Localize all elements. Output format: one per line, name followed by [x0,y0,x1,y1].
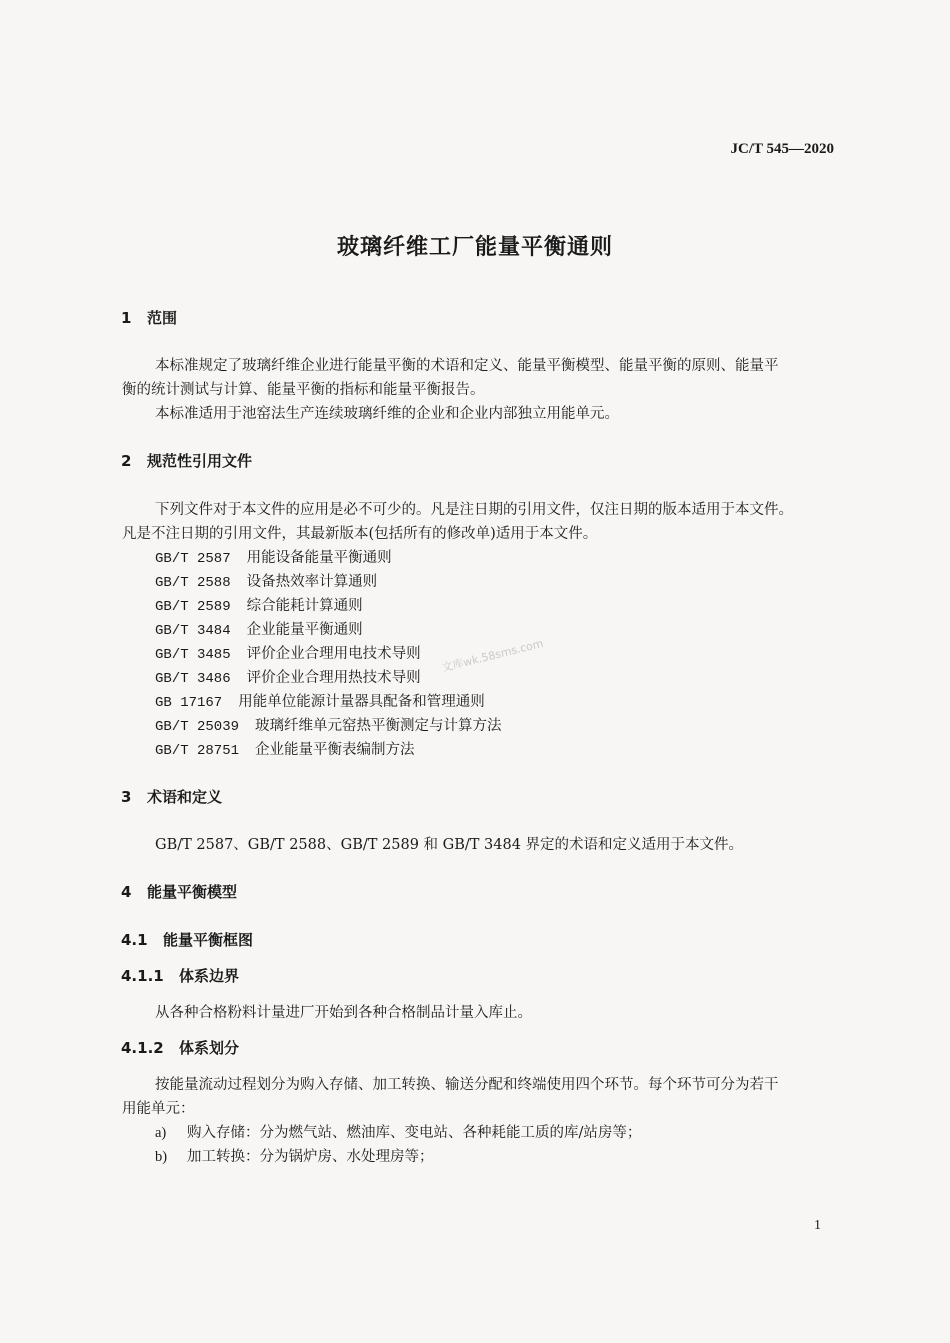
reference-code: GB/T 3484 [155,623,231,639]
section-title: 范围 [147,309,178,327]
section-number: 2 [121,452,132,470]
paragraph: 从各种合格粉料计量进厂开始到各种合格制品计量入库止。 [155,1005,532,1021]
subsection-4-1-heading [121,929,253,950]
list-text: 购入存储：分为燃气站、燃油库、变电站、各种耗能工质的库/站房等； [187,1125,642,1141]
reference-title: 企业能量平衡表编制方法 [255,742,415,758]
reference-title: 设备热效率计算通则 [246,574,378,590]
reference-code: GB/T 28751 [155,743,240,759]
section-title: 能量平衡框图 [163,931,254,949]
reference-item [155,546,392,567]
reference-item [155,642,421,663]
reference-code: GB/T 2587 [155,551,231,567]
reference-item [155,594,363,615]
list-marker: b) [155,1149,168,1165]
paragraph: 本标准适用于池窑法生产连续玻璃纤维的企业和企业内部独立用能单元。 [155,406,619,422]
paragraph: GB/T 2587、GB/T 2588、GB/T 2589 和 GB/T 3484 界定的术语和定义适用于本文件。 [155,837,744,853]
reference-title: 评价企业合理用电技术导则 [246,646,421,662]
reference-code: GB/T 3486 [155,671,231,687]
paragraph: 按能量流动过程划分为购入存储、加工转换、输送分配和终端使用四个环节。每个环节可分为若干 [155,1077,779,1093]
standard-code: JC/T 545—2020 [730,141,834,157]
page-number: 1 [814,1218,821,1233]
reference-item [155,738,415,759]
reference-code: GB/T 2589 [155,599,231,615]
reference-title: 企业能量平衡通则 [246,622,363,638]
section-title: 体系边界 [179,967,240,985]
section-title: 能量平衡模型 [147,883,238,901]
reference-title: 评价企业合理用热技术导则 [246,670,421,686]
watermark: 文库wk.58sms.com [440,636,545,675]
reference-title: 用能单位能源计量器具配备和管理通则 [238,694,485,710]
reference-code: GB/T 25039 [155,719,240,735]
paragraph: 用能单元： [122,1101,195,1117]
section-title: 规范性引用文件 [147,452,253,470]
reference-code: GB 17167 [155,695,223,711]
paragraph: 下列文件对于本文件的应用是必不可少的。凡是注日期的引用文件，仅注日期的版本适用于本文件。 [155,502,793,518]
reference-code: GB/T 2588 [155,575,231,591]
reference-item [155,570,377,591]
section-number: 4.1.1 [121,967,164,985]
reference-title: 玻璃纤维单元窑热平衡测定与计算方法 [255,718,502,734]
section-title: 术语和定义 [147,788,223,806]
section-number: 4 [121,883,132,901]
reference-item [155,666,421,687]
section-3-heading [121,786,222,807]
section-1-heading [121,307,177,328]
reference-title: 综合能耗计算通则 [246,598,363,614]
list-text: 加工转换：分为锅炉房、水处理房等； [187,1149,434,1165]
reference-title: 用能设备能量平衡通则 [246,550,392,566]
subsection-4-1-2-heading [121,1037,239,1058]
reference-item [155,618,363,639]
section-number: 4.1.2 [121,1039,164,1057]
list-item [155,1121,641,1142]
paragraph: 凡是不注日期的引用文件，其最新版本(包括所有的修改单)适用于本文件。 [122,526,598,542]
paragraph: 衡的统计测试与计算、能量平衡的指标和能量平衡报告。 [122,382,485,398]
section-title: 体系划分 [179,1039,240,1057]
list-marker: a) [155,1125,167,1141]
document-title: 玻璃纤维工厂能量平衡通则 [336,235,613,260]
reference-item [155,690,485,711]
list-item [155,1145,434,1166]
section-number: 3 [121,788,132,806]
section-2-heading [121,450,252,471]
section-number: 1 [121,309,132,327]
reference-item [155,714,502,735]
section-4-heading [121,881,237,902]
paragraph: 本标准规定了玻璃纤维企业进行能量平衡的术语和定义、能量平衡模型、能量平衡的原则、能量平 [155,358,779,374]
section-number: 4.1 [121,931,148,949]
subsection-4-1-1-heading [121,965,239,986]
reference-code: GB/T 3485 [155,647,231,663]
